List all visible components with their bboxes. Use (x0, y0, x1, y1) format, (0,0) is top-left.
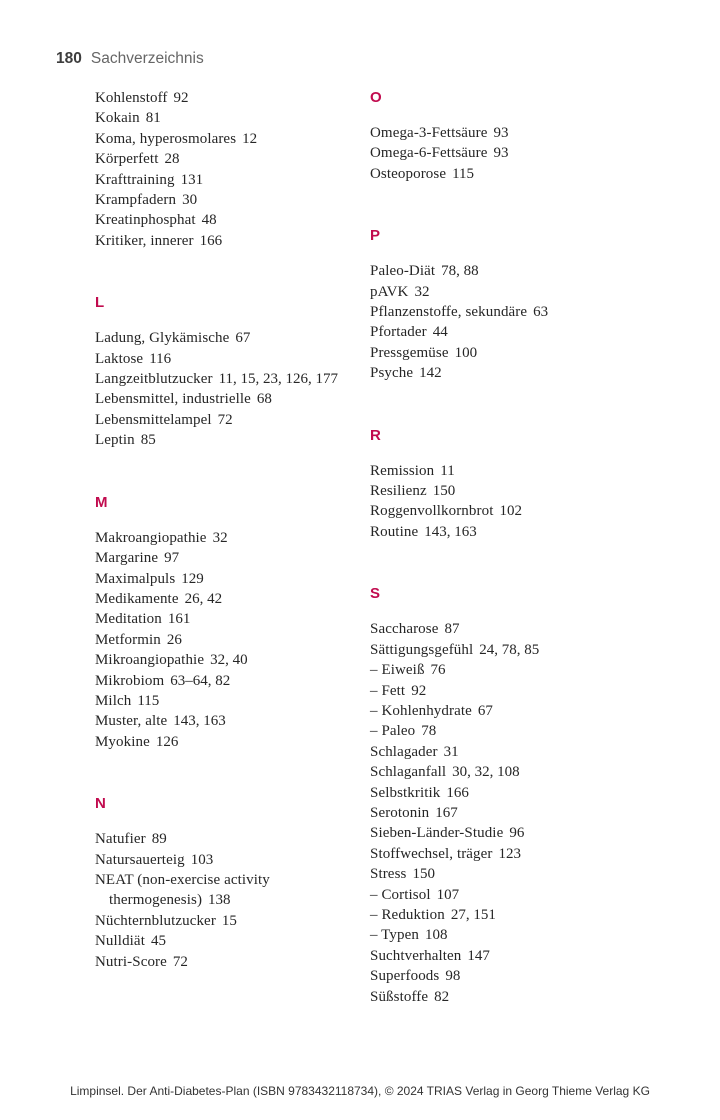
entry-pages: 67 (235, 330, 251, 347)
entry-pages: 126 (155, 733, 179, 750)
entry-term: Lebensmittelampel (95, 411, 212, 428)
index-section (95, 88, 390, 251)
page-number: 180 (56, 50, 82, 67)
entry-term: Kohlenstoff (95, 90, 168, 106)
entry-pages: 93 (493, 145, 509, 162)
index-entry (95, 231, 390, 251)
entry-pages: 167 (435, 804, 458, 821)
entry-pages: 72 (217, 411, 233, 428)
index-entry (370, 905, 665, 925)
entry-term: Stoffwechsel, träger (370, 845, 493, 862)
entry-pages: 32 (414, 283, 430, 300)
index-entry (370, 261, 665, 281)
index-entry (95, 389, 390, 409)
index-entry (370, 864, 665, 884)
index-entry (95, 569, 390, 589)
entry-term: Milch (95, 692, 132, 709)
entry-term: Schlagader (370, 743, 438, 760)
index-entry (370, 987, 665, 1007)
index-entry (95, 911, 390, 931)
index-entry (95, 129, 390, 149)
entry-pages: 97 (164, 550, 180, 567)
index-entry (95, 548, 390, 568)
section-letter: L (95, 294, 105, 312)
index-entry (370, 966, 665, 986)
page-title: Sachverzeichnis (90, 50, 204, 67)
index-entry (370, 660, 665, 680)
entry-term: Muster, alte (95, 713, 168, 730)
entry-pages: 131 (180, 171, 204, 188)
entry-pages: 26 (166, 631, 182, 648)
entry-pages: 82 (434, 988, 450, 1005)
entry-pages: 129 (181, 570, 204, 587)
section-letter: R (370, 426, 381, 444)
entry-term: Langzeitblutzucker (95, 371, 213, 388)
entry-pages: 15 (221, 912, 237, 929)
index-entry (370, 721, 665, 741)
entry-pages: 78 (421, 723, 437, 740)
entry-term: Sieben-Länder-Studie (370, 825, 504, 842)
index-entry (370, 123, 665, 143)
entry-pages: 161 (167, 611, 191, 628)
index-section (95, 794, 390, 972)
index-entry (95, 349, 390, 369)
entry-term: – Cortisol (370, 886, 431, 903)
entry-pages: 93 (493, 125, 509, 141)
index-entry (95, 952, 390, 972)
index-entry (370, 501, 665, 521)
index-entry (370, 461, 665, 481)
index-section (95, 493, 390, 752)
index-entry (370, 946, 665, 966)
entry-term: Sättigungsgefühl (370, 641, 474, 658)
index-entry (370, 302, 665, 322)
index-entry (370, 363, 665, 383)
entry-term: – Paleo (370, 723, 416, 740)
entry-term: Krampfadern (95, 192, 177, 209)
entry-pages: 12 (242, 130, 258, 147)
entry-term: Metformin (95, 631, 161, 648)
index-entry (95, 850, 390, 870)
entry-term: Pressgemüse (370, 344, 449, 361)
entry-term: Suchtverhalten (370, 947, 462, 964)
index-entry (95, 711, 390, 731)
index-entry (95, 691, 390, 711)
entry-term: Laktose (95, 350, 144, 367)
index-entry (370, 143, 665, 163)
index-entry (95, 108, 390, 128)
page-header (56, 50, 204, 68)
index-section (370, 426, 665, 543)
entry-pages: 81 (145, 110, 161, 127)
entry-term: thermogenesis) (109, 892, 203, 909)
entry-term: Pfortader (370, 324, 427, 341)
entry-pages: 89 (151, 831, 167, 848)
index-column-left (95, 88, 390, 972)
index-entry (95, 732, 390, 752)
entry-pages: 30, 32, 108 (452, 764, 520, 781)
index-entry (95, 410, 390, 430)
entry-pages: 115 (452, 165, 475, 182)
entry-pages: 150 (412, 866, 435, 883)
index-entry (370, 164, 665, 184)
section-letter: M (95, 493, 108, 511)
entry-term: NEAT (non-exercise activity (95, 871, 270, 888)
entry-term: Omega-6-Fettsäure (370, 145, 488, 162)
index-entry (370, 823, 665, 843)
section-letter: N (95, 795, 106, 813)
entry-term: Ladung, Glykämische (95, 330, 230, 347)
entry-pages: 96 (509, 825, 525, 842)
index-entry (370, 681, 665, 701)
entry-term: – Kohlenhydrate (370, 702, 472, 719)
entry-term: Osteoporose (370, 165, 447, 182)
entry-term: Lebensmittel, industrielle (95, 391, 251, 408)
index-entry (370, 762, 665, 782)
entry-term: – Fett (370, 682, 406, 699)
index-entry (370, 885, 665, 905)
entry-pages: 166 (199, 232, 223, 249)
index-entry (95, 328, 390, 348)
footer-copyright: Limpinsel. Der Anti-Diabetes-Plan (ISBN 9783432118734), © 2024 TRIAS Verlag in Georg Thieme Verlag KG (70, 1084, 650, 1098)
index-entry (95, 369, 390, 389)
index-entry (370, 742, 665, 762)
index-entry (95, 589, 390, 609)
entry-pages: 72 (172, 953, 188, 970)
entry-term: Myokine (95, 733, 150, 750)
entry-term: Superfoods (370, 968, 440, 985)
entry-term: Saccharose (370, 621, 439, 638)
entry-term: Routine (370, 523, 419, 540)
entry-pages: 108 (424, 927, 448, 944)
index-entry (370, 925, 665, 945)
entry-pages: 24, 78, 85 (479, 641, 540, 658)
index-entry (370, 803, 665, 823)
entry-term: Kreatinphosphat (95, 212, 196, 229)
index-section (370, 226, 665, 383)
index-entry (370, 701, 665, 721)
entry-term: Meditation (95, 611, 162, 628)
entry-term: Mikrobiom (95, 672, 165, 689)
index-entry (370, 522, 665, 542)
index-entry (370, 783, 665, 803)
section-letter: O (370, 89, 382, 106)
index-entry (95, 829, 390, 849)
entry-pages: 150 (432, 483, 456, 500)
entry-term: Stress (370, 866, 407, 883)
entry-pages: 147 (467, 947, 490, 964)
entry-pages: 103 (190, 851, 214, 868)
entry-pages: 142 (419, 365, 442, 382)
entry-term: pAVK (370, 283, 409, 300)
index-entry (370, 282, 665, 302)
entry-pages: 123 (498, 845, 522, 862)
index-entry (95, 210, 390, 230)
index-entry (95, 170, 390, 190)
entry-term: Mikroangiopathie (95, 652, 205, 669)
entry-term: Nulldiät (95, 933, 145, 950)
entry-term: Paleo-Diät (370, 263, 436, 280)
index-entry (95, 528, 390, 548)
entry-pages: 32 (212, 529, 228, 546)
entry-pages: 100 (454, 344, 478, 361)
entry-pages: 30 (182, 192, 198, 209)
entry-term: Körperfett (95, 151, 159, 168)
entry-pages: 92 (173, 90, 189, 106)
entry-term: – Typen (370, 927, 419, 944)
entry-pages: 11 (440, 462, 455, 479)
index-section (370, 88, 665, 184)
entry-term: Margarine (95, 550, 159, 567)
entry-term: Süßstoffe (370, 988, 429, 1005)
entry-pages: 143, 163 (173, 713, 226, 730)
entry-term: Natursauerteig (95, 851, 185, 868)
entry-term: Resilienz (370, 483, 427, 500)
entry-pages: 11, 15, 23, 126, 177 (218, 371, 339, 388)
entry-pages: 63–64, 82 (170, 672, 231, 689)
index-entry (95, 931, 390, 951)
entry-term: – Reduktion (370, 906, 445, 923)
index-section (370, 584, 665, 1007)
index-entry (370, 322, 665, 342)
entry-pages: 78, 88 (441, 263, 479, 280)
entry-term: Medikamente (95, 590, 179, 607)
entry-pages: 107 (436, 886, 460, 903)
entry-term: Serotonin (370, 804, 430, 821)
entry-pages: 44 (432, 324, 448, 341)
index-entry (370, 481, 665, 501)
entry-pages: 28 (164, 151, 180, 168)
entry-pages: 63 (533, 304, 549, 321)
entry-pages: 85 (140, 432, 156, 449)
entry-pages: 76 (430, 662, 446, 679)
index-entry (370, 640, 665, 660)
entry-term: Remission (370, 462, 435, 479)
entry-term: Omega-3-Fettsäure (370, 125, 488, 141)
entry-pages: 92 (411, 682, 427, 699)
entry-term: Kritiker, innerer (95, 232, 194, 249)
index-entry (95, 890, 390, 910)
index-entry (95, 88, 390, 108)
index-entry (95, 671, 390, 691)
entry-term: Pflanzenstoffe, sekundäre (370, 304, 528, 321)
section-letter: S (370, 585, 381, 603)
index-entry (95, 190, 390, 210)
entry-pages: 26, 42 (184, 590, 223, 607)
entry-pages: 45 (150, 933, 166, 950)
entry-term: Maximalpuls (95, 570, 176, 587)
index-entry (95, 609, 390, 629)
entry-term: Roggenvollkornbrot (370, 503, 494, 520)
entry-term: Krafttraining (95, 171, 175, 188)
entry-pages: 87 (444, 621, 460, 638)
index-entry (370, 619, 665, 639)
entry-pages: 32, 40 (210, 652, 248, 669)
entry-pages: 68 (256, 391, 272, 408)
index-entry (95, 149, 390, 169)
entry-term: – Eiweiß (370, 662, 425, 679)
entry-pages: 166 (446, 784, 469, 801)
entry-term: Kokain (95, 110, 140, 127)
entry-pages: 67 (477, 702, 493, 719)
entry-pages: 102 (499, 503, 522, 520)
index-entry (370, 844, 665, 864)
entry-pages: 143, 163 (424, 523, 477, 540)
index-entry (370, 343, 665, 363)
entry-term: Koma, hyperosmolares (95, 130, 237, 147)
entry-pages: 31 (443, 743, 459, 760)
entry-term: Selbstkritik (370, 784, 441, 801)
index-entry (95, 870, 390, 890)
entry-term: Makroangiopathie (95, 529, 207, 546)
entry-term: Natufier (95, 831, 146, 848)
entry-pages: 115 (137, 692, 160, 709)
entry-pages: 48 (201, 212, 217, 229)
index-entry (95, 630, 390, 650)
entry-term: Psyche (370, 365, 414, 382)
index-entry (95, 650, 390, 670)
entry-pages: 138 (208, 892, 231, 909)
entry-pages: 27, 151 (450, 906, 496, 923)
index-column-right (370, 88, 665, 1007)
entry-term: Leptin (95, 432, 135, 449)
entry-term: Nutri-Score (95, 953, 167, 970)
index-section (95, 293, 390, 450)
section-letter: P (370, 227, 381, 245)
entry-pages: 116 (149, 350, 172, 367)
index-entry (95, 430, 390, 450)
entry-pages: 98 (445, 968, 461, 985)
entry-term: Nüchternblutzucker (95, 912, 216, 929)
entry-term: Schlaganfall (370, 764, 447, 781)
